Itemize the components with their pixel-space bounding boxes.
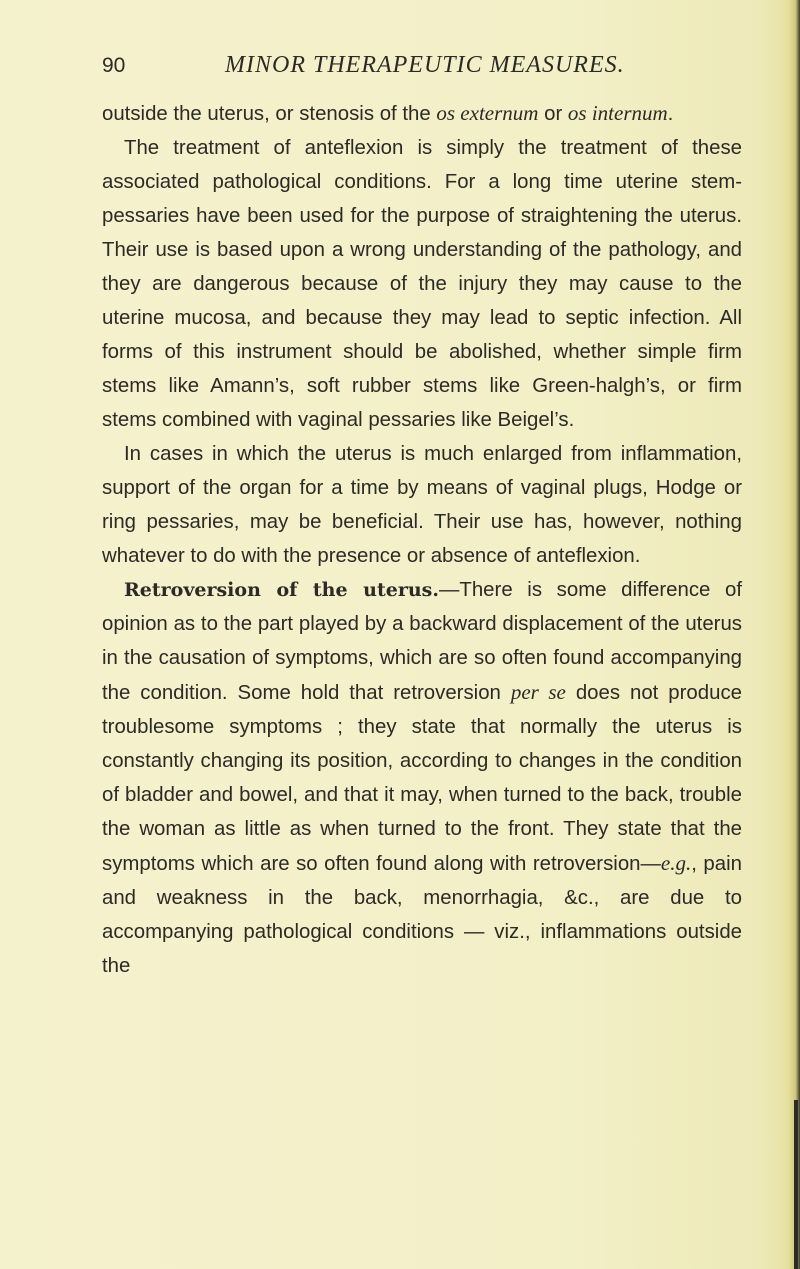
page-number: 90 xyxy=(102,54,126,77)
page-edge-binding xyxy=(794,1100,798,1269)
paragraph-1-text-b: or xyxy=(538,103,568,125)
paragraph-4-text-b: does not produce troublesome symptoms ; they state that normally the uterus is constantly changing its position, according to changes in the condition of bladder and bowel, and that it may, when turned to the back, trouble the woman as little as when turned to the front. They state that the symptoms which are so often found along with retroversion— xyxy=(102,682,742,875)
paragraph-4 xyxy=(102,573,742,983)
paragraph-1-text-c: . xyxy=(667,103,674,125)
term-eg: e.g. xyxy=(660,851,692,875)
paragraph-4-text-a: —There is some difference of opinion as to the part played by a backward displacement of the uterus in the causation of symptoms, which are so often found accompanying the condition. Some hold that retroversion xyxy=(102,579,742,704)
body-text xyxy=(102,96,742,983)
paragraph-3: In cases in which the uterus is much enlarged from inflammation, support of the organ for a time by means of vaginal plugs, Hodge or ring pessaries, may be beneficial. Their use has, however, nothing whatever to do with the presence or absence of anteflexion. xyxy=(102,443,742,567)
paragraph-2: The treatment of anteflexion is simply the treatment of these associated pathological conditions. For a long time uterine stem-pessaries have been used for the purpose of straightening the uterus. Their use is based upon a wrong understanding of the pathology, and they are dangerous because of the injury they may cause to the uterine mucosa, and because they may lead to septic infection. All forms of this instrument should be abolished, whether simple firm stems like Amann’s, soft rubber stems like Green-halgh’s, or firm stems combined with vaginal pessaries like Beigel’s. xyxy=(102,137,742,431)
paragraph-1-text-a: outside the uterus, or stenosis of the xyxy=(102,103,437,125)
paragraph-1 xyxy=(102,96,742,131)
section-heading-retroversion: Retroversion of the uterus. xyxy=(124,579,439,601)
term-per-se: per se xyxy=(510,680,566,704)
page-header xyxy=(102,48,742,88)
term-os-externum: os externum xyxy=(436,101,539,125)
running-title: MINOR THERAPEUTIC MEASURES. xyxy=(225,52,625,78)
term-os-internum: os internum xyxy=(567,101,668,125)
page-edge-shadow xyxy=(778,0,800,1269)
paragraph-4-text-c: , pain and weakness in the back, menorrhagia, &c., are due to accompanying pathological conditions — viz., inflammations outside the xyxy=(102,853,742,977)
